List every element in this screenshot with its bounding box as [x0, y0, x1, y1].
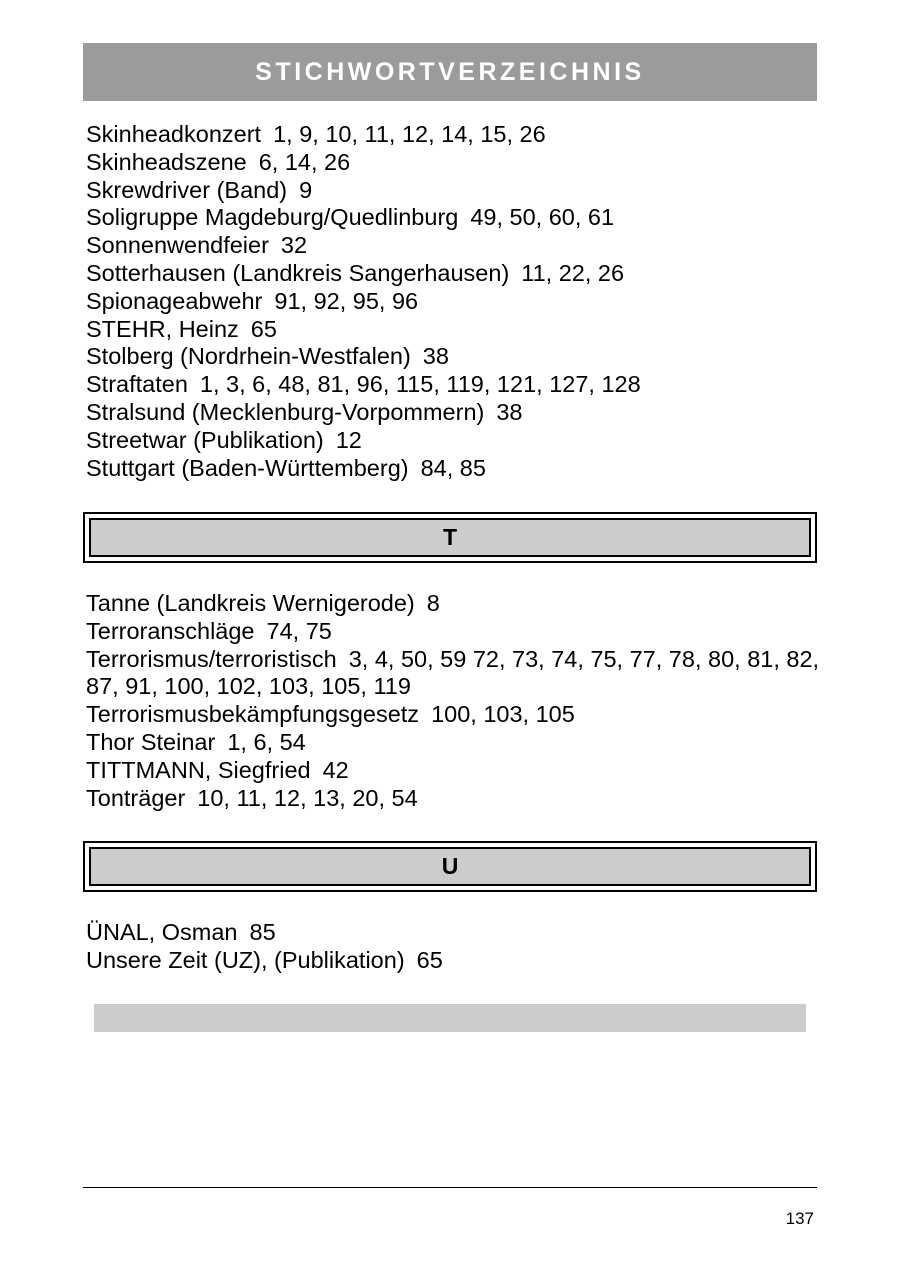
entry-pages: 91, 92, 95, 96 — [274, 287, 419, 314]
index-entry — [86, 316, 826, 344]
index-entry — [86, 260, 826, 288]
section-u-entries — [86, 919, 826, 975]
entry-term: Streetwar (Publikation) — [86, 426, 324, 453]
entry-term: Tonträger — [86, 784, 186, 811]
entry-pages: 6, 14, 26 — [258, 148, 351, 175]
index-entry — [86, 288, 826, 316]
index-entry — [86, 121, 826, 149]
entry-term: ÜNAL, Osman — [86, 919, 238, 945]
entry-pages: 10, 11, 12, 13, 20, 54 — [197, 784, 418, 811]
entry-pages: 32 — [280, 232, 308, 259]
section-t-header-inner — [89, 518, 811, 557]
entry-pages: 1, 6, 54 — [227, 728, 306, 755]
entry-term: Soligruppe Magdeburg/Quedlinburg — [86, 204, 459, 231]
index-entry — [86, 204, 826, 232]
entry-pages: 38 — [422, 343, 449, 370]
page-number: 137 — [785, 1209, 814, 1228]
index-entry — [86, 371, 826, 399]
entry-term: Sotterhausen (Landkreis Sangerhausen) — [86, 259, 510, 286]
index-entry — [86, 729, 826, 757]
entry-term: Terroranschläge — [86, 617, 255, 644]
entry-term: Skinheadkonzert — [86, 121, 262, 147]
entry-term: Skinheadszene — [86, 148, 247, 175]
section-u-header — [83, 841, 817, 892]
footer-divider — [83, 1187, 817, 1188]
entry-pages: 49, 50, 60, 61 — [470, 204, 615, 231]
entry-pages: 3, 4, 50, 59 72, 73, 74, 75, 77, 78, 80, 81, 82, 87, 91, 100, 102, 103, 105, 119 — [86, 645, 820, 700]
section-u-letter: U — [441, 853, 459, 879]
entry-term: Spionageabwehr — [86, 287, 263, 314]
entry-pages: 12 — [335, 426, 362, 453]
entry-pages: 85 — [249, 919, 276, 945]
index-entry — [86, 399, 826, 427]
entry-term: TITTMANN, Siegfried — [86, 756, 311, 783]
index-entry — [86, 701, 826, 729]
entry-pages: 65 — [416, 946, 443, 973]
section-end-bar — [94, 1004, 806, 1032]
entry-pages: 38 — [496, 398, 523, 425]
section-u-header-inner — [89, 847, 811, 886]
entry-pages: 1, 9, 10, 11, 12, 14, 15, 26 — [273, 121, 546, 147]
entry-pages: 11, 22, 26 — [521, 259, 625, 286]
index-entry — [86, 149, 826, 177]
entry-term: Tanne (Landkreis Wernigerode) — [86, 590, 415, 616]
index-header-bar — [83, 43, 817, 101]
entry-pages: 84, 85 — [420, 454, 486, 481]
entry-pages: 65 — [250, 315, 277, 342]
index-entry — [86, 177, 826, 205]
index-entry — [86, 646, 826, 702]
index-entry — [86, 618, 826, 646]
index-entry — [86, 947, 826, 975]
entry-term: Skrewdriver (Band) — [86, 176, 288, 203]
entry-pages: 9 — [299, 176, 313, 203]
entry-term: Stuttgart (Baden-Württemberg) — [86, 454, 409, 481]
index-entry — [86, 343, 826, 371]
entry-pages: 42 — [322, 756, 349, 783]
section-t-entries — [86, 590, 826, 812]
entry-term: Thor Steinar — [86, 728, 216, 755]
entry-term: Sonnenwendfeier — [86, 232, 269, 259]
section-t-header — [83, 512, 817, 563]
index-entry — [86, 757, 826, 785]
entry-term: Straftaten — [86, 371, 188, 398]
section-t-letter: T — [442, 524, 458, 550]
entry-term: Unsere Zeit (UZ), (Publikation) — [86, 946, 405, 973]
entry-term: Terrorismus/terroristisch — [86, 645, 337, 672]
index-entry — [86, 455, 826, 483]
entry-pages: 8 — [426, 590, 440, 616]
index-entry — [86, 785, 826, 813]
index-entry — [86, 590, 826, 618]
index-entry — [86, 427, 826, 455]
index-entry — [86, 919, 826, 947]
entry-pages: 74, 75 — [266, 617, 332, 644]
entry-term: STEHR, Heinz — [86, 315, 239, 342]
entry-pages: 100, 103, 105 — [431, 701, 575, 728]
entry-pages: 1, 3, 6, 48, 81, 96, 115, 119, 121, 127, 128 — [199, 371, 641, 398]
index-entry — [86, 232, 826, 260]
entry-term: Terrorismusbekämpfungsgesetz — [86, 701, 420, 728]
entry-term: Stolberg (Nordrhein-Westfalen) — [86, 343, 411, 370]
section-s-entries — [86, 121, 826, 482]
entry-term: Stralsund (Mecklenburg-Vorpommern) — [86, 398, 485, 425]
index-title: STICHWORTVERZEICHNIS — [255, 57, 645, 86]
